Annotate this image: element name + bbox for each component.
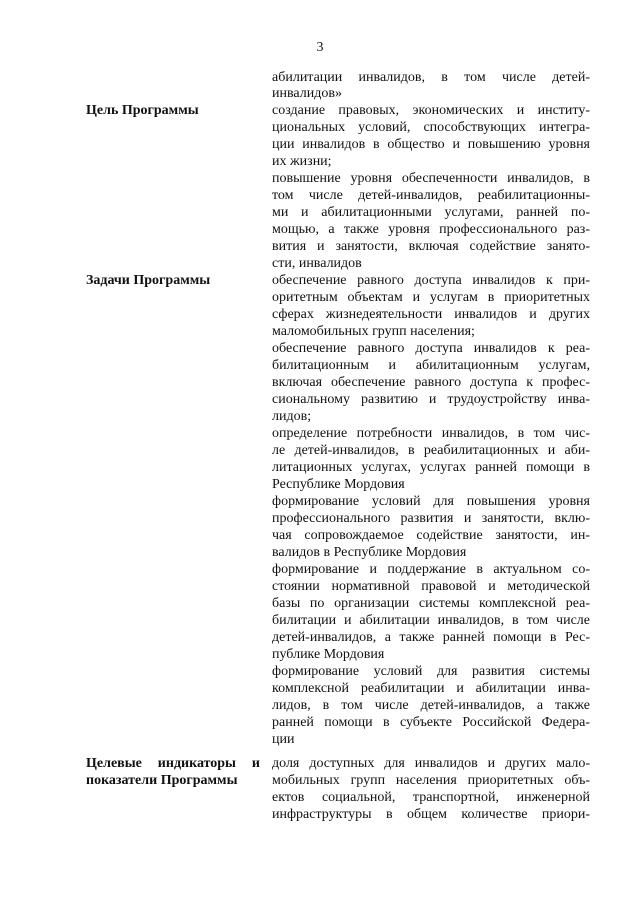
indicators-line: инфраструктуры в общем количестве приори- <box>272 807 590 822</box>
goal-line: циональных условий, способствующих интегра- <box>272 120 590 135</box>
tasks-label: Задачи Программы <box>86 273 211 288</box>
intro-line: инвалидов» <box>272 86 342 101</box>
tasks-line: обеспечение равного доступа инвалидов к при- <box>272 273 590 288</box>
goal-label: Цель Программы <box>86 103 199 118</box>
tasks-line: ции <box>272 732 295 747</box>
tasks-line: детей-инвалидов, а также ранней помощи в Рес- <box>272 630 590 645</box>
page-number: 3 <box>316 40 324 55</box>
tasks-line: оритетным объектам и услугам в приоритетных <box>272 290 590 305</box>
goal-line: создание правовых, экономических и институ- <box>272 103 590 118</box>
tasks-line: валидов в Республике Мордовия <box>272 545 467 560</box>
goal-line: повышение уровня обеспеченности инвалидов, в <box>272 171 590 186</box>
intro-line: абилитации инвалидов, в том числе детей- <box>272 70 590 85</box>
indicators-line: мобильных групп населения приоритетных объ- <box>272 773 590 788</box>
indicators-label: Целевые индикаторы и <box>86 756 260 771</box>
tasks-line: сиональному развитию и трудоустройству инва- <box>272 392 590 407</box>
tasks-line: формирование условий для развития системы <box>272 664 590 679</box>
indicators-label: показатели Программы <box>86 773 238 788</box>
goal-line: мощью, а также уровня профессионального раз- <box>272 222 590 237</box>
indicators-line: доля доступных для инвалидов и других мало- <box>272 756 590 771</box>
tasks-line: обеспечение равного доступа инвалидов к реа- <box>272 341 590 356</box>
goal-line: вития и занятости, включая содействие занято- <box>272 239 590 254</box>
goal-line: сти, инвалидов <box>272 256 362 271</box>
tasks-line: чая сопровождаемое содействие занятости, ин- <box>272 528 590 543</box>
tasks-line: маломобильных групп населения; <box>272 324 475 339</box>
tasks-line: профессионального развития и занятости, вклю- <box>272 511 590 526</box>
tasks-line: сферах жизнедеятельности инвалидов и других <box>272 307 590 322</box>
tasks-line: ле детей-инвалидов, в реабилитационных и аби- <box>272 443 590 458</box>
tasks-line: формирование условий для повышения уровня <box>272 494 590 509</box>
tasks-line: стоянии нормативной правовой и методической <box>272 579 590 594</box>
indicators-line: ектов социальной, транспортной, инженерной <box>272 790 590 805</box>
tasks-line: базы по организации системы комплексной реа- <box>272 596 590 611</box>
tasks-line: билитационным и абилитационным услугам, <box>272 358 590 373</box>
tasks-line: формирование и поддержание в актуальном со- <box>272 562 590 577</box>
goal-line: ции инвалидов в общество и повышению уровня <box>272 137 590 152</box>
tasks-line: лидов; <box>272 409 312 424</box>
tasks-line: лидов, в том числе детей-инвалидов, а также <box>272 698 590 713</box>
tasks-line: литационных услугах, услугах ранней помощи в <box>272 460 590 475</box>
goal-line: их жизни; <box>272 154 332 169</box>
tasks-line: Республике Мордовия <box>272 477 405 492</box>
tasks-line: комплексной реабилитации и абилитации инва- <box>272 681 590 696</box>
tasks-line: публике Мордовия <box>272 647 385 662</box>
tasks-line: ранней помощи в субъекте Российской Федера- <box>272 715 590 730</box>
tasks-line: включая обеспечение равного доступа к профес- <box>272 375 590 390</box>
tasks-line: определение потребности инвалидов, в том чис- <box>272 426 590 441</box>
goal-line: ми и абилитационными услугами, ранней по- <box>272 205 590 220</box>
tasks-line: билитации и абилитации инвалидов, в том числе <box>272 613 590 628</box>
goal-line: том числе детей-инвалидов, реабилитационны- <box>272 188 590 203</box>
